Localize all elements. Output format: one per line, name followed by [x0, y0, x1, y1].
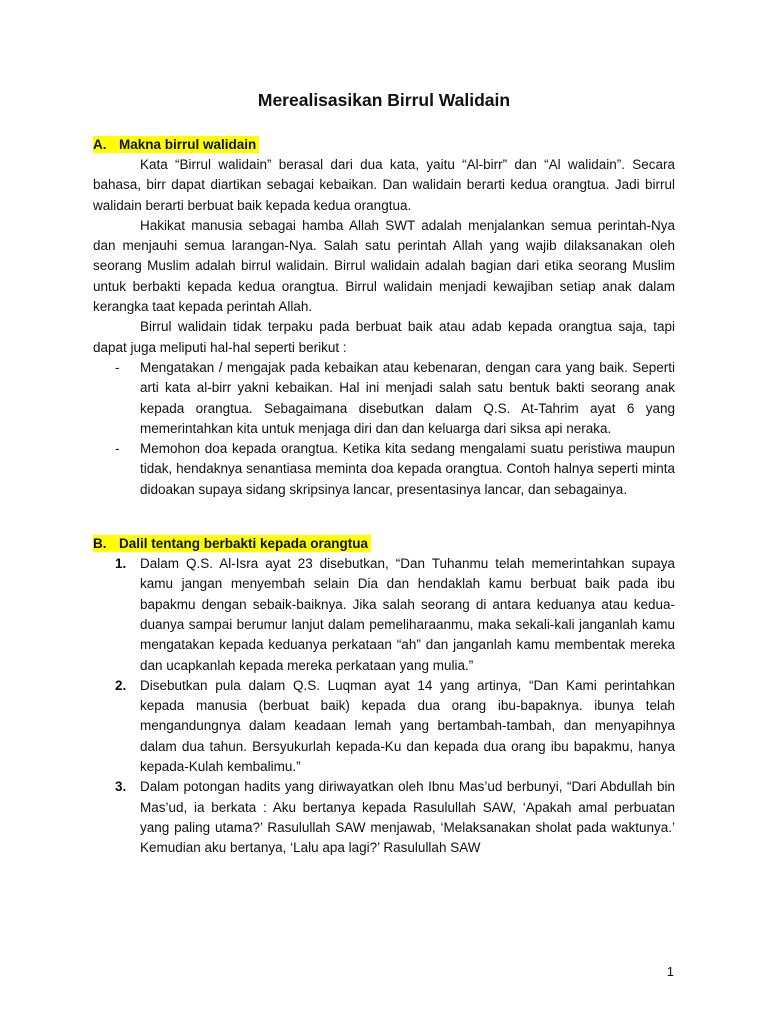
item-text: Dalam potongan hadits yang diriwayatkan oleh Ibnu Mas’ud berbunyi, “Dari Abdullah bin Mas’ud, ia berkata : Aku bertanya kepada Rasulullah SAW, ‘Apakah amal perbuatan yang paling utama?’ Rasulullah SAW menjawab, ‘Melaksanakan sholat pada waktunya.’ Kemudian aku bertanya, ‘Lalu apa lagi?’ Rasulullah SAW [140, 779, 675, 856]
section-b-numbered-list [93, 554, 675, 858]
section-b-title: Dalil tentang berbakti kepada orangtua [119, 536, 369, 552]
bullet-marker: - [115, 359, 120, 375]
section-a-letter: A. [93, 137, 107, 152]
document-title: Merealisasikan Birrul Walidain [257, 90, 511, 110]
list-item [93, 439, 675, 500]
number-marker: 3. [115, 779, 127, 795]
section-a-title: Makna birrul walidain [119, 137, 257, 152]
page-number: 1 [666, 964, 674, 979]
list-item [93, 554, 675, 676]
section-a-highlight [93, 136, 259, 153]
section-a-paragraph-1: Kata “Birrul walidain” berasal dari dua kata, yaitu “Al-birr” dan “Al walidain”. Secara bahasa, birr dapat diartikan sebagai kebaikan. Dan walidain berarti kedua orangtua. Jadi birrul walidain berarti berbuat baik kepada kedua orangtua. [93, 157, 675, 213]
item-text: Disebutkan pula dalam Q.S. Luqman ayat 14 yang artinya, “Dan Kami perintahkan kepada manusia (berbuat baik) kepada dua orang ibu-bapaknya. ibunya telah mengandungnya dalam keadaan lemah yang bertambah-tambah, dan menyapihnya dalam dua tahun. Bersyukurlah kepada-Ku dan kepada dua orang ibu bapakmu, hanya kepada-Kulah kembalimu.” [140, 677, 675, 775]
number-marker: 1. [115, 556, 127, 572]
list-item [93, 676, 675, 777]
bullet-text: Memohon doa kepada orangtua. Ketika kita sedang mengalami suatu peristiwa maupun tidak, hendaknya senantiasa meminta doa kepada orangtua. Contoh halnya seperti minta didoakan supaya sidang skripsinya lancar, presentasinya lancar, dan sebagainya. [140, 441, 675, 497]
list-item [93, 777, 675, 858]
section-a-paragraph-3: Birrul walidain tidak terpaku pada berbuat baik atau adab kepada orangtua saja, tapi dapat juga meliputi hal-hal seperti berikut : [93, 319, 675, 355]
number-marker: 2. [115, 677, 127, 693]
section-a-bullet-list [93, 358, 675, 500]
section-b-letter: B. [93, 536, 107, 552]
bullet-marker: - [115, 441, 120, 457]
section-b-heading [93, 533, 675, 554]
list-item [93, 358, 675, 439]
section-spacer [93, 500, 675, 533]
section-a-paragraph-2: Hakikat manusia sebagai hamba Allah SWT adalah menjalankan semua perintah-Nya dan menjauhi semua larangan-Nya. Salah satu perintah Allah yang wajib dilaksanakan oleh seorang Muslim adalah birrul walidain. Birrul walidain adalah bagian dari etika seorang Muslim untuk berbakti kepada kedua orangtua. Birrul walidain menjadi kewajiban setiap anak dalam kerangka taat kepada perintah Allah. [93, 217, 675, 315]
section-a-heading [93, 134, 675, 155]
section-b-highlight [93, 535, 371, 552]
bullet-text: Mengatakan / mengajak pada kebaikan atau kebenaran, dengan cara yang baik. Seperti arti kata al-birr yakni kebaikan. Hal ini menjadi salah satu bentuk bakti seorang anak kepada orangtua. Sebagaimana disebutkan dalam Q.S. At-Tahrim ayat 6 yang memerintahkan kita untuk menjaga diri dan dan keluarga dari siksa api neraka. [140, 359, 675, 436]
item-text: Dalam Q.S. Al-Isra ayat 23 disebutkan, “Dan Tuhanmu telah memerintahkan supaya kamu jangan menyembah selain Dia dan hendaklah kamu berbuat baik pada ibu bapakmu dengan sebaik-baiknya. Jika salah seorang di antara keduanya atau kedua-duanya sampai berumur lanjut dalam pemeliharaanmu, maka sekali-kali janganlah kamu mengatakan kepada keduanya perkataan “ah” dan janganlah kamu membentak mereka dan ucapkanlah kepada mereka perkataan yang mulia.” [140, 556, 675, 673]
page-content [93, 88, 675, 859]
